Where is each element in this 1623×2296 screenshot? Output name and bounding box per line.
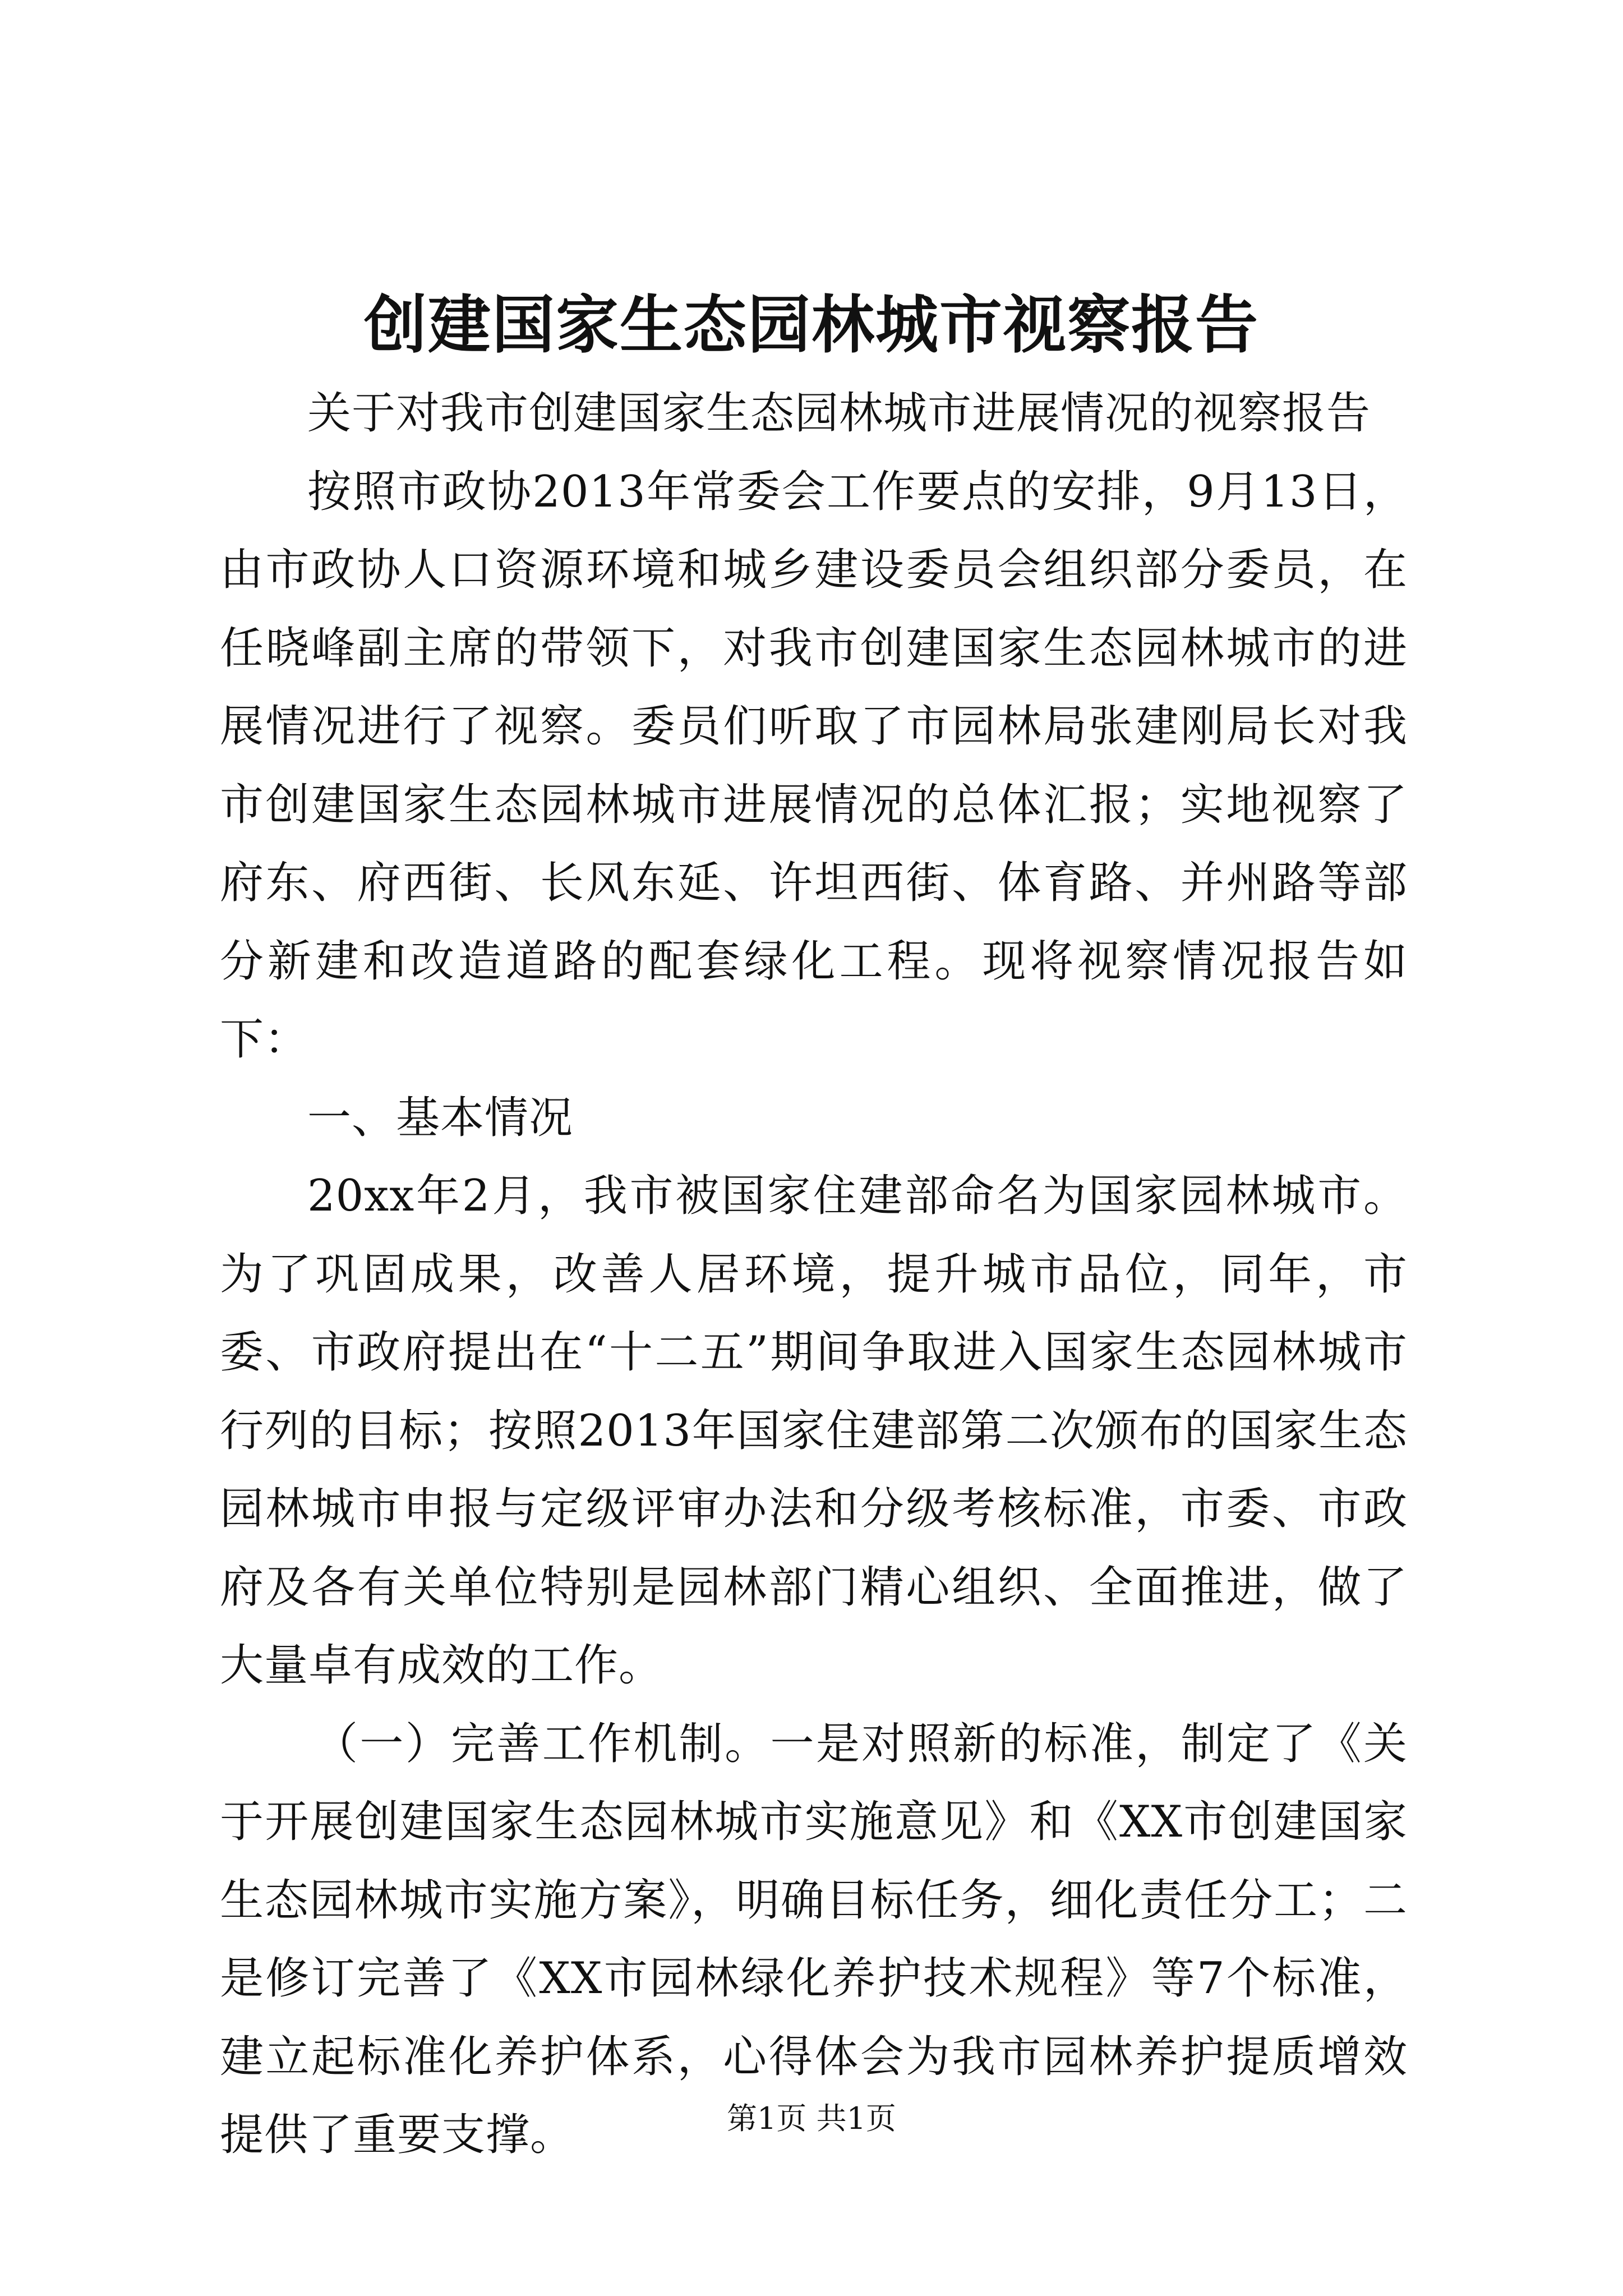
section-heading: 一、基本情况 [307, 1092, 574, 1143]
document-body [220, 375, 1408, 2175]
mechanism-paragraph: （一）完善工作机制。一是对照新的标准，制定了《关于开展创建国家生态园林城市实施意见》和《XX市创建国家生态园林城市实施方案》，明确目标任务，细化责任分工；二是修订完善了《XX市园林绿化养护技术规程》等7个标准，建立起标准化养护体系，心得体会为我市园林养护提质增效提供了重要支撑。 [220, 1718, 1408, 2160]
intro-paragraph: 按照市政协2013年常委会工作要点的安排，9月13日，由市政协人口资源环境和城乡建设委员会组织部分委员，在任晓峰副主席的带领下，对我市创建国家生态园林城市的进展情况进行了视察。委员们听取了市园林局张建刚局长对我市创建国家生态园林城市进展情况的总体汇报；实地视察了府东、府西街、长风东延、许坦西街、体育路、并州路等部分新建和改造道路的配套绿化工程。现将视察情况报告如下： [220, 466, 1408, 1065]
background-paragraph: 20xx年2月，我市被国家住建部命名为国家园林城市。为了巩固成果，改善人居环境，提升城市品位，同年，市委、市政府提出在“十二五”期间争取进入国家生态园林城市行列的目标；按照2013年国家住建部第二次颁布的国家生态园林城市申报与定级评审办法和分级考核标准，市委、市政府及各有关单位特别是园林部门精心组织、全面推进，做了大量卓有成效的工作。 [220, 1171, 1408, 1691]
subtitle-paragraph: 关于对我市创建国家生态园林城市进展情况的视察报告 [307, 388, 1371, 439]
document-title: 创建国家生态园林城市视察报告 [364, 288, 1259, 362]
page-footer: 第1页 共1页 [727, 2101, 896, 2136]
